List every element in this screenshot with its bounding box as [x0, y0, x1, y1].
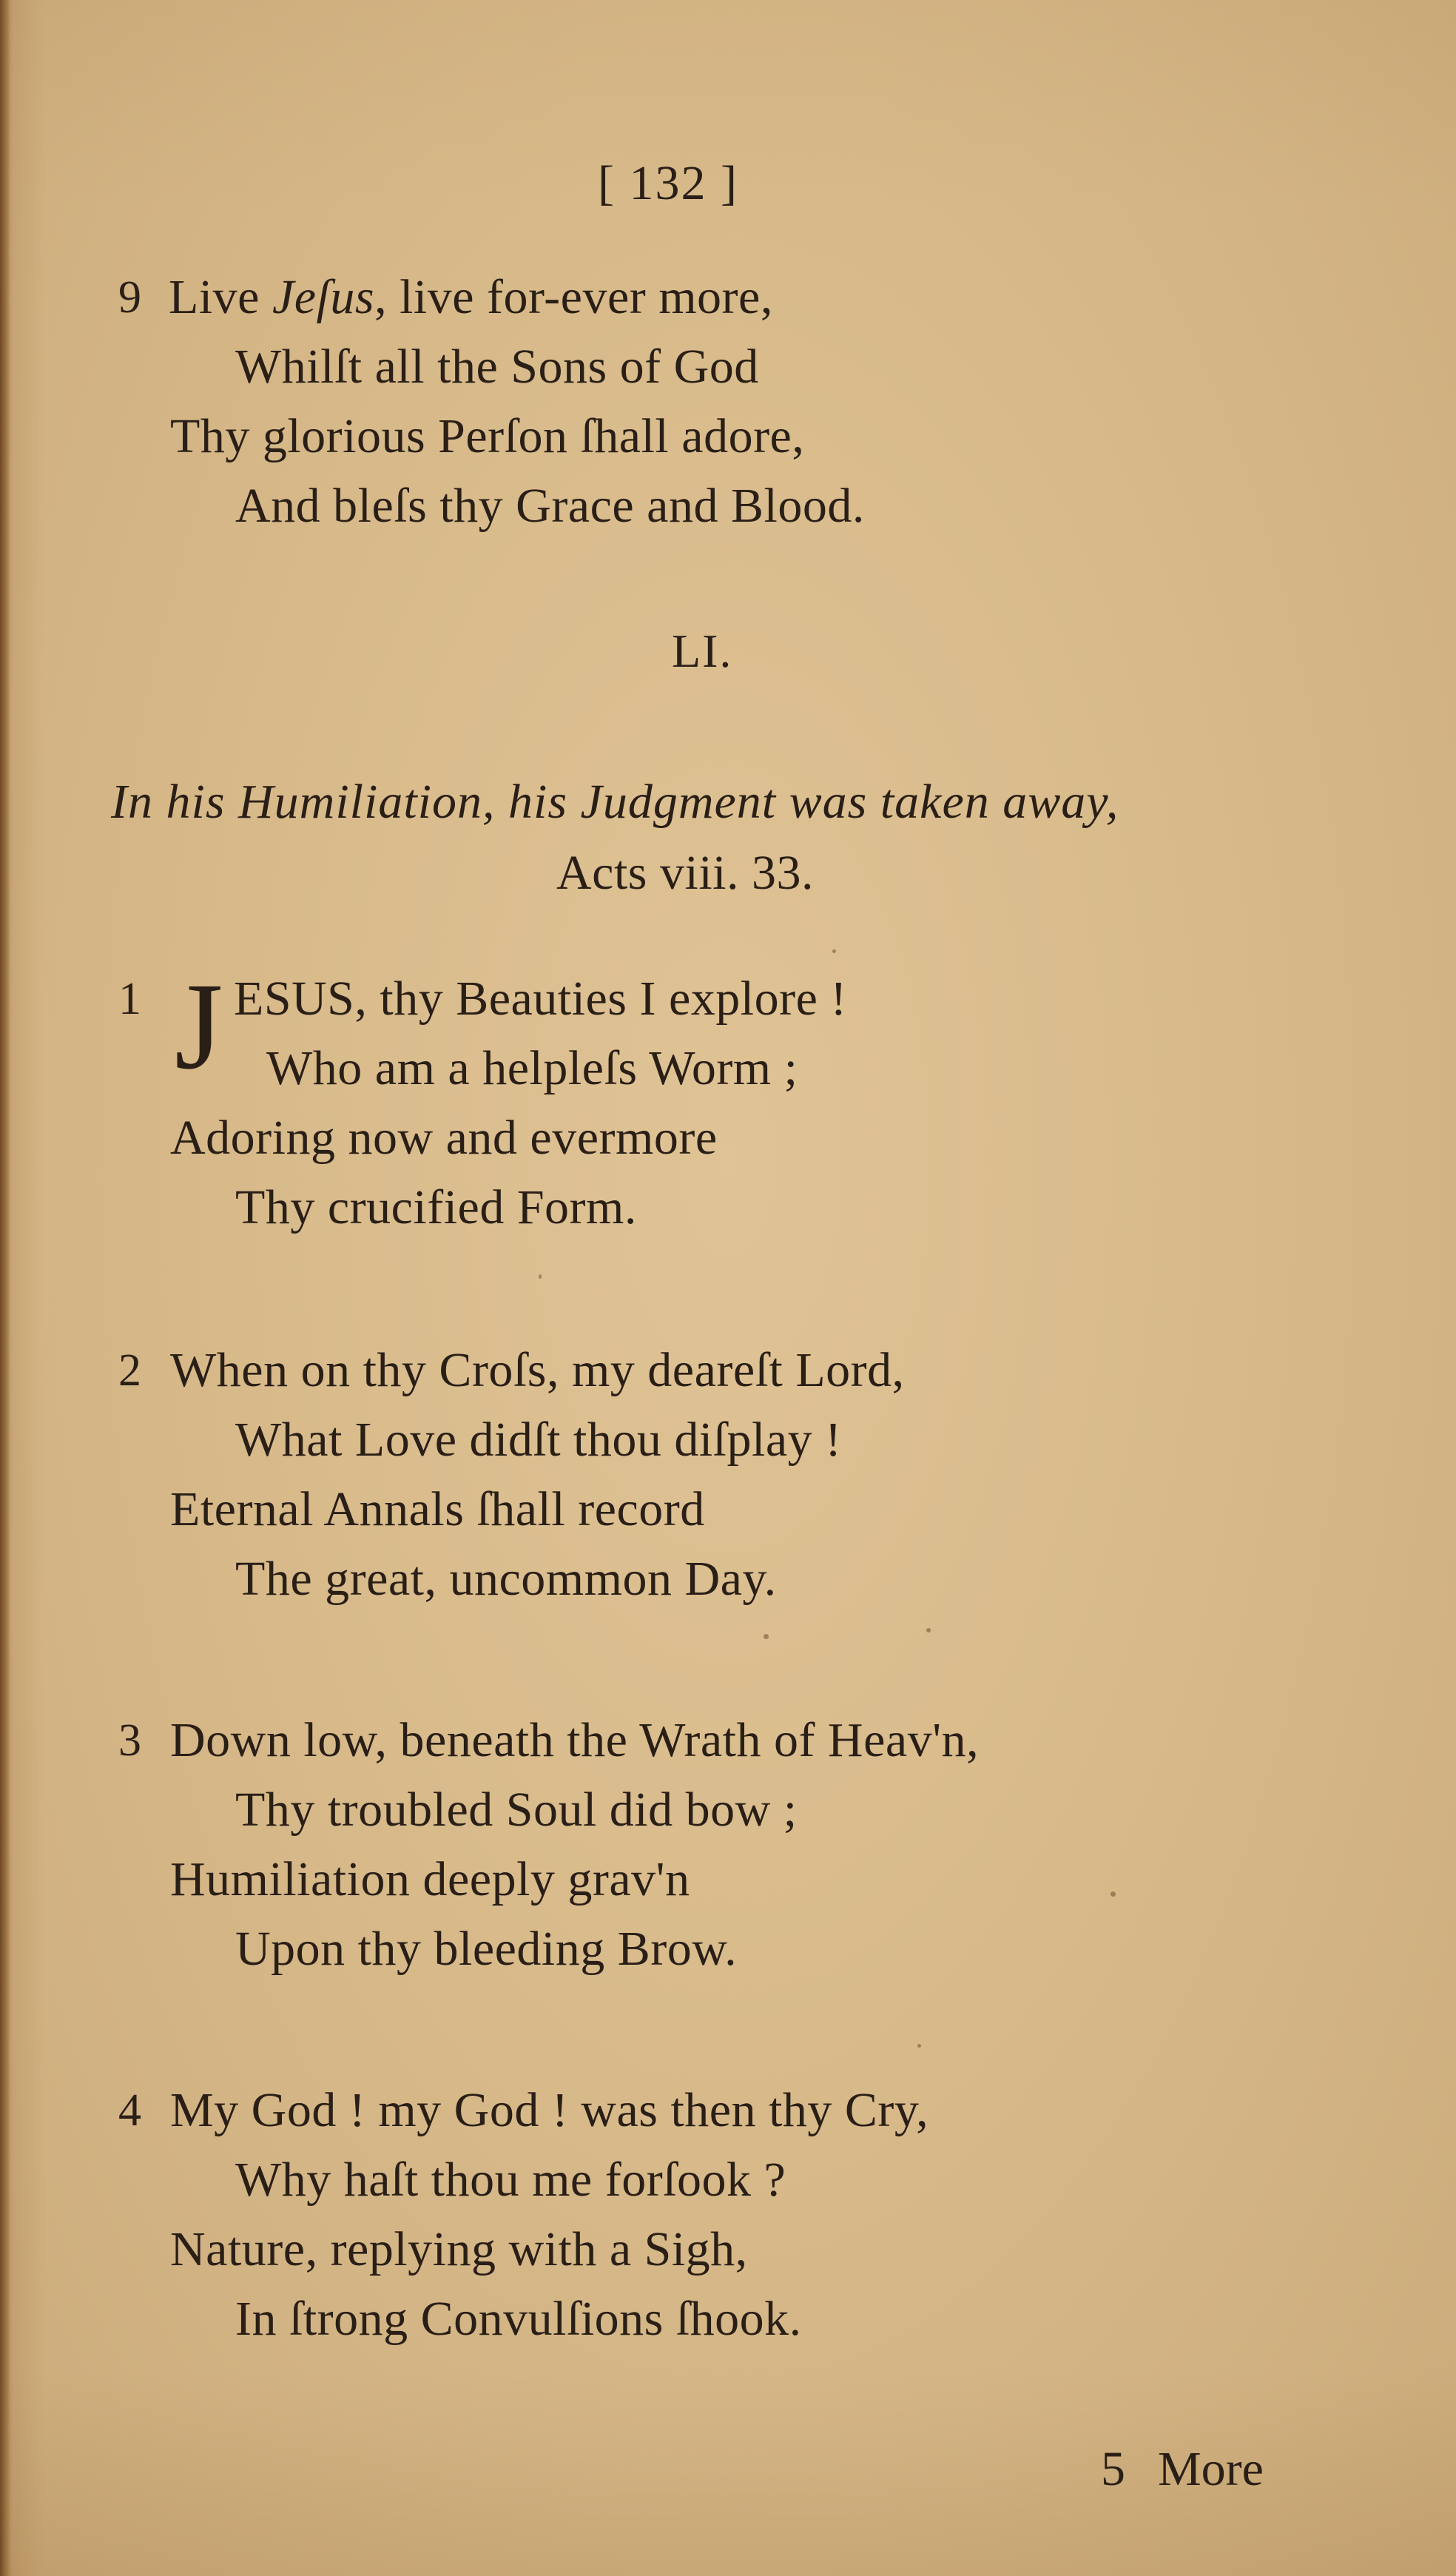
hymn-title: LI. [672, 625, 733, 677]
catchword-number: 5 [1101, 2442, 1125, 2496]
stanza-number: 3 [118, 1715, 141, 1766]
epigraph-line: In his Humiliation, his Judgment was taken away, [111, 775, 1119, 829]
stanza-number: 4 [118, 2085, 141, 2136]
stanza-line [169, 268, 773, 327]
line-text: , live for-ever more, [374, 270, 773, 324]
stanza-number: 9 [118, 272, 141, 323]
foxing-speck [832, 949, 836, 953]
stanza-line: Thy crucified Form. [235, 1180, 637, 1234]
stanza-line: And bleſs thy Grace and Blood. [235, 479, 865, 533]
stanza-line: Who am a helpleſs Worm ; [266, 1041, 798, 1095]
line-text: Live [169, 270, 272, 324]
stanza-line: Why haſt thou me forſook ? [235, 2153, 786, 2207]
catchword: More [1158, 2442, 1264, 2496]
foxing-speck [1110, 1891, 1116, 1897]
stanza-number: 2 [118, 1345, 141, 1396]
foxing-speck [764, 1634, 769, 1639]
stanza-line: Whilſt all the Sons of God [235, 340, 759, 394]
stanza-line: Adoring now and evermore [170, 1111, 718, 1165]
stanza-line: In ſtrong Convulſions ſhook. [235, 2292, 802, 2346]
drop-cap: J [175, 958, 223, 1095]
epigraph-reference: Acts viii. 33. [556, 846, 814, 900]
stanza-line: Humiliation deeply grav'n [170, 1852, 690, 1906]
stanza-line: The great, uncommon Day. [235, 1552, 777, 1606]
stanza-line: When on thy Croſs, my deareſt Lord, [170, 1343, 905, 1397]
stanza-line: Upon thy bleeding Brow. [235, 1922, 738, 1976]
stanza-line: Thy troubled Soul did bow ; [235, 1783, 798, 1837]
foxing-speck [539, 1274, 542, 1279]
stanza-line: Thy glorious Perſon ſhall adore, [170, 409, 805, 463]
foxing-speck [926, 1628, 931, 1632]
stanza-line: My God ! my God ! was then thy Cry, [170, 2083, 929, 2137]
page-spine-edge [0, 0, 10, 2576]
stanza-line: Eternal Annals ſhall record [170, 1482, 705, 1536]
stanza-number: 1 [118, 974, 141, 1024]
stanza-line: Nature, replying with a Sigh, [170, 2222, 748, 2276]
stanza-line: ESUS, thy Beauties I explore ! [234, 972, 847, 1026]
foxing-speck [917, 2044, 921, 2048]
italic-name: Jeſus [272, 270, 375, 324]
stanza-line: What Love didſt thou diſplay ! [235, 1413, 842, 1467]
running-header: [ 132 ] [598, 156, 738, 210]
stanza-line: Down low, beneath the Wrath of Heav'n, [170, 1713, 980, 1767]
